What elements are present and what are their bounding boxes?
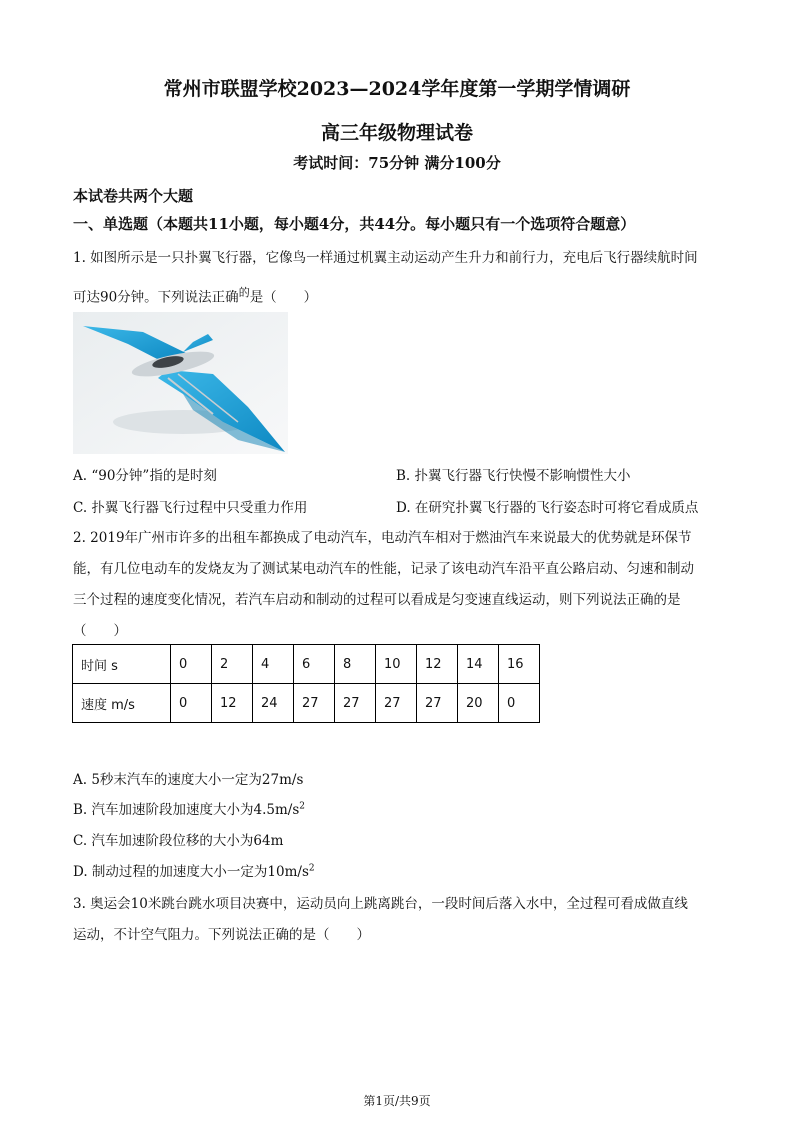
q2-line2: 能，有几位电动车的发烧友为了测试某电动汽车的性能，记录了该电动汽车沿平直公路启动、匀速和制动 bbox=[73, 561, 694, 577]
speed-cell: 27 bbox=[335, 684, 376, 723]
speed-cell: 0 bbox=[499, 684, 540, 723]
time-cell: 6 bbox=[294, 645, 335, 684]
q2-option-d-text: D. 制动过程的加速度大小一定为10m/s bbox=[73, 864, 309, 880]
q2-option-b bbox=[73, 798, 305, 818]
time-cell: 12 bbox=[417, 645, 458, 684]
time-cell: 10 bbox=[376, 645, 417, 684]
q2-line1: 2. 2019年广州市许多的出租车都换成了电动汽车，电动汽车相对于燃油汽车来说最大的优势就是环保节 bbox=[73, 530, 692, 546]
exam-subtitle: 高三年级物理试卷 bbox=[320, 122, 473, 144]
q2-option-d-sup: 2 bbox=[308, 863, 315, 874]
ornithopter-image bbox=[73, 312, 288, 454]
table-row-time bbox=[73, 645, 540, 684]
q1-option-a: A. “90分钟”指的是时刻 bbox=[73, 468, 217, 484]
time-cell: 2 bbox=[212, 645, 253, 684]
section-heading: 一、单选题（本题共11小题，每小题4分，共44分。每小题只有一个选项符合题意） bbox=[73, 215, 636, 233]
speed-cell: 0 bbox=[171, 684, 212, 723]
q1-line2-a: 可达90分钟。下列说法正确 bbox=[73, 289, 239, 306]
speed-cell: 27 bbox=[294, 684, 335, 723]
q2-line3: 三个过程的速度变化情况，若汽车启动和制动的过程可以看成是匀变速直线运动，则下列说法正确的是 bbox=[73, 592, 681, 608]
q2-line4: （ ） bbox=[73, 623, 127, 639]
time-cell: 0 bbox=[171, 645, 212, 684]
q1-option-d: D. 在研究扑翼飞行器的飞行姿态时可将它看成质点 bbox=[396, 500, 699, 516]
page-footer: 第1页/共9页 bbox=[363, 1094, 431, 1108]
speed-cell: 12 bbox=[212, 684, 253, 723]
time-cell: 14 bbox=[458, 645, 499, 684]
exam-info: 考试时间：75分钟 满分100分 bbox=[293, 154, 501, 172]
q1-option-b: B. 扑翼飞行器飞行快慢不影响惯性大小 bbox=[396, 468, 631, 484]
q1-line2-c: 是（ ） bbox=[249, 289, 318, 306]
q2-option-b-text: B. 汽车加速阶段加速度大小为4.5m/s bbox=[73, 802, 300, 818]
q1-line2 bbox=[73, 284, 317, 306]
exam-title: 常州市联盟学校2023—2024学年度第一学期学情调研 bbox=[163, 78, 631, 100]
q2-option-c: C. 汽车加速阶段位移的大小为64m bbox=[73, 833, 284, 849]
speed-header-cell: 速度 m/s bbox=[73, 684, 171, 723]
speed-cell: 24 bbox=[253, 684, 294, 723]
speed-time-table bbox=[72, 644, 540, 723]
time-cell: 4 bbox=[253, 645, 294, 684]
intro-text: 本试卷共两个大题 bbox=[73, 187, 194, 205]
speed-cell: 27 bbox=[417, 684, 458, 723]
q3-line2: 运动，不计空气阻力。下列说法正确的是（ ） bbox=[73, 927, 370, 943]
speed-cell: 20 bbox=[458, 684, 499, 723]
q1-line1: 1. 如图所示是一只扑翼飞行器，它像鸟一样通过机翼主动运动产生升力和前行力，充电后飞行器续航时间 bbox=[73, 250, 698, 266]
speed-cell: 27 bbox=[376, 684, 417, 723]
q1-option-c: C. 扑翼飞行器飞行过程中只受重力作用 bbox=[73, 500, 308, 516]
q2-option-a: A. 5秒末汽车的速度大小一定为27m/s bbox=[73, 772, 304, 788]
time-cell: 16 bbox=[499, 645, 540, 684]
q3-line1: 3. 奥运会10米跳台跳水项目决赛中，运动员向上跳离跳台，一段时间后落入水中，全过程可看成做直线 bbox=[73, 896, 688, 912]
time-header-cell: 时间 s bbox=[73, 645, 171, 684]
q2-option-b-sup: 2 bbox=[299, 801, 305, 812]
table-row-speed bbox=[73, 684, 540, 723]
q1-line2-b: 的 bbox=[238, 286, 250, 299]
time-cell: 8 bbox=[335, 645, 376, 684]
q2-option-d bbox=[73, 860, 315, 880]
